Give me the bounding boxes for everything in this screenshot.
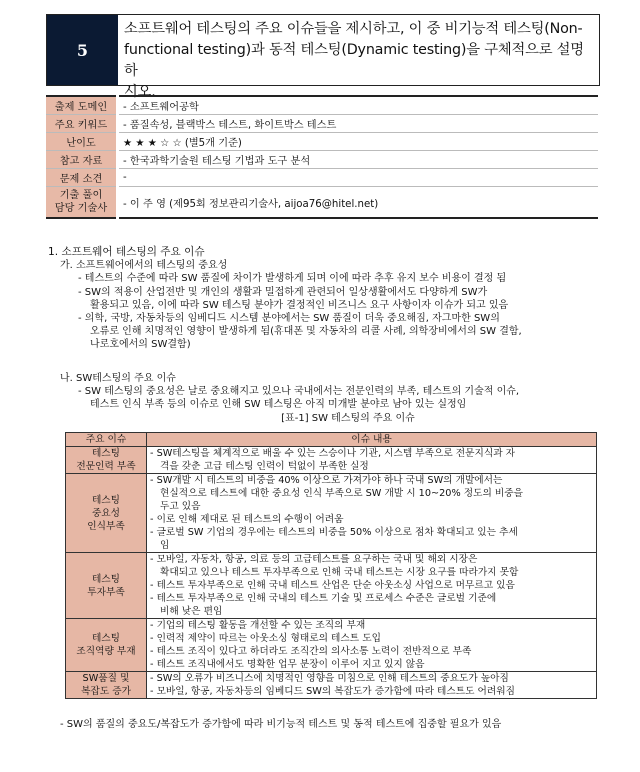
table-row [66, 447, 597, 474]
issue-content: - 모바일, 자동차, 항공, 의료 등의 고급테스트를 요구하는 국내 및 해외 시장은 확대되고 있으나 테스트 투자부족으로 인해 국내 테스트는 시장 요구를 따라가지 못함 - 테스트 투자부족으로 인해 국내 테스트 산업은 단순 아웃소싱 사업으로 머무르고 있음 - 테스트 투자부족으로 인해 국내의 테스트 기술 및 프로세스 수준은 글로벌 기준에 비해 낮은 편임 [147, 553, 597, 619]
question-header [46, 14, 600, 100]
table-row [66, 672, 597, 699]
bullet-line: 테스트 인식 부족 등의 이슈로 인해 SW 테스팅은 아직 미개발 분야로 남아 있는 실정임 [90, 399, 467, 411]
section-heading: 1. 소프트웨어 테스팅의 주요 이슈 [48, 246, 205, 258]
meta-value: - [118, 169, 599, 187]
question-line: 소프트웨어 테스팅의 주요 이슈들을 제시하고, 이 중 비기능적 테스팅(Non- [124, 21, 583, 37]
answer-body [48, 246, 608, 425]
issue-category: 테스팅 전문인력 부족 [66, 447, 147, 474]
question-number: 5 [47, 15, 118, 85]
meta-value: - 한국과학기술원 테스팅 기법과 도구 분석 [118, 151, 599, 169]
issue-content: - SW테스팅을 체계적으로 배울 수 있는 스승이나 기관, 시스템 부족으로 전문지식과 자 격을 갖춘 고급 테스팅 인력이 턱없이 부족한 실정 [147, 447, 597, 474]
question-line: functional testing)과 동적 테스팅(Dynamic testing)을 구체적으로 설명하 [124, 42, 584, 79]
bullet-line: 활용되고 있음, 이에 따라 SW 테스팅 분야가 결정적인 비즈니스 요구 사항이자 이슈가 되고 있음 [90, 299, 509, 311]
issues-table [65, 432, 597, 699]
meta-row [46, 96, 598, 115]
conclusion-line: - SW의 품질의 중요도/복잡도가 증가함에 따라 비기능적 테스트 및 동적 테스트에 집중할 필요가 있음 [60, 719, 502, 730]
bullet-line: - SW 테스팅의 중요성은 날로 중요해지고 있으나 국내에서는 전문인력의 부족, 테스트의 기술적 이슈, [78, 385, 520, 397]
meta-row [46, 187, 598, 219]
meta-label: 참고 자료 [46, 151, 118, 169]
bullet-line: - SW의 적용이 산업전반 및 개인의 생활과 밀접하게 관련되어 일상생활에서도 다양하게 SW가 [78, 286, 488, 298]
issue-category: 테스팅 조직역량 부재 [66, 619, 147, 672]
meta-label: 출제 도메인 [46, 96, 118, 115]
bullet-line: - 의학, 국방, 자동차등의 임베디드 시스템 분야에서는 SW 품질이 더욱 중요해짐, 자그마한 SW의 [78, 313, 500, 325]
column-header: 이슈 내용 [147, 433, 597, 447]
meta-label: 문제 소견 [46, 169, 118, 187]
meta-row [46, 151, 598, 169]
meta-label [46, 187, 118, 219]
subsection-heading: 가. 소프트웨어에서의 테스팅의 중요성 [60, 260, 228, 272]
table-row [66, 474, 597, 553]
meta-value: - 소프트웨어공학 [118, 96, 599, 115]
meta-table [46, 95, 598, 219]
meta-row [46, 133, 598, 151]
issue-category: 테스팅 중요성 인식부족 [66, 474, 147, 553]
difficulty-stars: ★ ★ ★ ☆ ☆ (별5개 기준) [118, 133, 599, 151]
issue-category: SW품질 및 복잡도 증가 [66, 672, 147, 699]
subsection-heading: 나. SW테스팅의 주요 이슈 [60, 372, 176, 384]
meta-label: 주요 키워드 [46, 115, 118, 133]
bullet-line: 나로호에서의 SW결함) [90, 339, 191, 351]
table-row [66, 553, 597, 619]
meta-label: 난이도 [46, 133, 118, 151]
question-text [118, 15, 599, 100]
question-line: 시오. [124, 84, 156, 100]
issue-content: - 기업의 테스팅 활동을 개선할 수 있는 조직의 부재 - 인력적 제약이 따르는 아웃소싱 형태로의 테스트 도입 - 테스트 조직이 있다고 하더라도 조직간의 의사소통 노력이 전반적으로 부족 - 테스트 조직내에서도 명확한 업무 분장이 이루어 지고 있지 않음 [147, 619, 597, 672]
meta-row [46, 169, 598, 187]
meta-value: - 이 주 영 (제95회 정보관리기술사, aijoa76@hitel.net) [118, 187, 599, 219]
issue-content: - SW개발 시 테스트의 비중을 40% 이상으로 가져가야 하나 국내 SW의 개발에서는 현실적으로 테스트에 대한 중요성 인식 부족으로 SW 개발 시 10~20% 정도의 비중을 두고 있음 - 이로 인해 제대로 된 테스트의 수행이 어려움 - 글로벌 SW 기업의 경우에는 테스트의 비중을 50% 이상으로 점차 확대되고 있는 추세 임 [147, 474, 597, 553]
column-header: 주요 이슈 [66, 433, 147, 447]
bullet-line: - 테스트의 수준에 따라 SW 품질에 차이가 발생하게 되며 이에 따라 추후 유지 보수 비용이 결정 됨 [78, 273, 507, 285]
meta-label-line: 기출 풀이 [59, 190, 103, 201]
issue-category: 테스팅 투자부족 [66, 553, 147, 619]
bullet-line: 오류로 인해 치명적인 영향이 발생하게 됨(휴대폰 및 자동차의 리콜 사례, 의학장비에서의 SW 결함, [90, 326, 522, 338]
table-row [66, 619, 597, 672]
meta-value: - 품질속성, 블랙박스 테스트, 화이트박스 테스트 [118, 115, 599, 133]
meta-label-line: 담당 기술사 [54, 203, 108, 214]
issue-content: - SW의 오류가 비즈니스에 치명적인 영향을 미침으로 인해 테스트의 중요도가 높아짐 - 모바일, 항공, 자동차등의 임베디드 SW의 복잡도가 증가함에 따라 테스트도 어려워짐 [147, 672, 597, 699]
table-caption: [표-1] SW 테스팅의 주요 이슈 [281, 413, 415, 425]
meta-row [46, 115, 598, 133]
